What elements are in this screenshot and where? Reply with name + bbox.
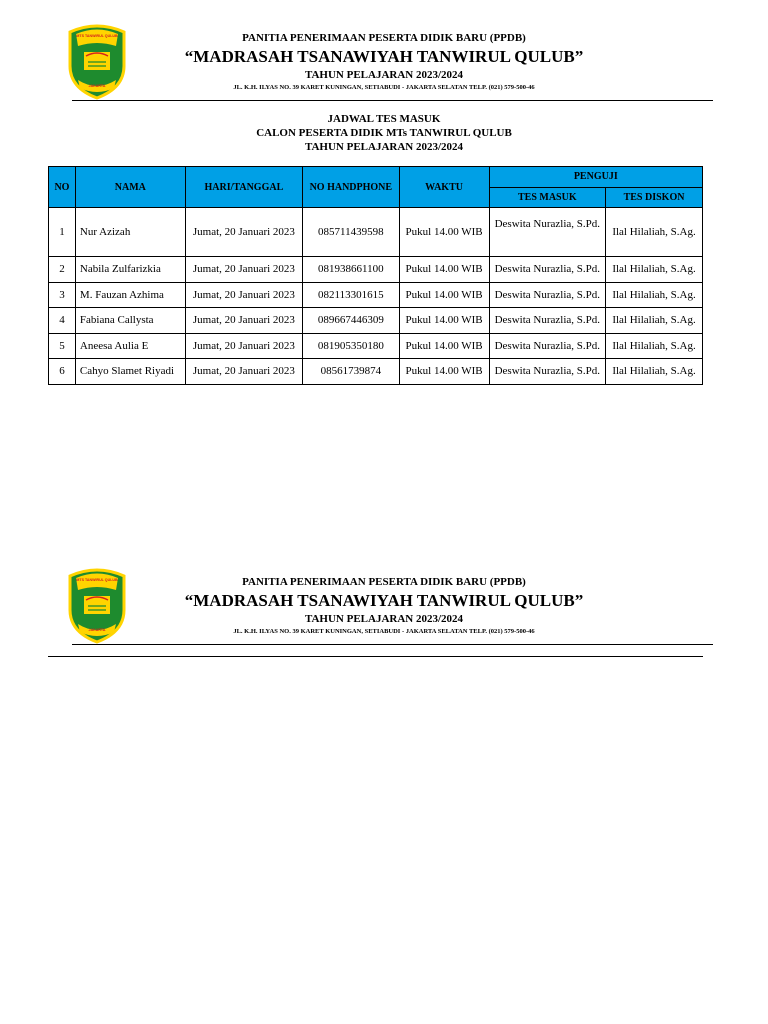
cell-tanggal: Jumat, 20 Januari 2023 (185, 359, 302, 385)
cell-no: 3 (49, 282, 76, 308)
cell-tes-diskon: Ilal Hilaliah, S.Ag. (606, 257, 703, 283)
cell-tanggal: Jumat, 20 Januari 2023 (185, 282, 302, 308)
cell-waktu: Pukul 14.00 WIB (399, 257, 489, 283)
cell-tes-diskon: Ilal Hilaliah, S.Ag. (606, 308, 703, 334)
cell-tanggal: Jumat, 20 Januari 2023 (185, 308, 302, 334)
cell-hp: 08561739874 (303, 359, 400, 385)
school-name: “MADRASAH TSANAWIYAH TANWIRUL QULUB” (184, 591, 584, 610)
table-row (49, 359, 703, 385)
logo-text-bottom: JAKARTA (88, 84, 106, 88)
schedule-table (48, 166, 703, 385)
school-name: “MADRASAH TSANAWIYAH TANWIRUL QULUB” (184, 47, 584, 66)
cell-no: 5 (49, 333, 76, 359)
school-address: JL. K.H. ILYAS NO. 39 KARET KUNINGAN, SETIABUDI - JAKARTA SELATAN TELP. (021) 579-500-46 (233, 84, 535, 91)
cell-nama: Nur Azizah (75, 208, 185, 257)
cell-waktu: Pukul 14.00 WIB (399, 359, 489, 385)
cell-nama: Nabila Zulfarizkia (75, 257, 185, 283)
section-divider (48, 656, 703, 657)
table-row (49, 257, 703, 283)
col-header-no: NO (49, 167, 76, 208)
cell-tes-masuk: Deswita Nurazlia, S.Pd. (489, 257, 605, 283)
cell-waktu: Pukul 14.00 WIB (399, 333, 489, 359)
cell-nama: Cahyo Slamet Riyadi (75, 359, 185, 385)
academic-year: TAHUN PELAJARAN 2023/2024 (304, 69, 464, 81)
cell-nama: Fabiana Callysta (75, 308, 185, 334)
school-address: JL. K.H. ILYAS NO. 39 KARET KUNINGAN, SETIABUDI - JAKARTA SELATAN TELP. (021) 579-500-46 (233, 628, 535, 635)
table-row (49, 333, 703, 359)
cell-waktu: Pukul 14.00 WIB (399, 282, 489, 308)
cell-hp: 082113301615 (303, 282, 400, 308)
cell-no: 1 (49, 208, 76, 257)
cell-tes-diskon: Ilal Hilaliah, S.Ag. (606, 359, 703, 385)
cell-no: 2 (49, 257, 76, 283)
cell-tes-masuk: Deswita Nurazlia, S.Pd. (489, 282, 605, 308)
cell-nama: M. Fauzan Azhima (75, 282, 185, 308)
col-header-tanggal: HARI/TANGGAL (185, 167, 302, 208)
col-header-penguji: PENGUJI (489, 167, 702, 188)
cell-hp: 081938661100 (303, 257, 400, 283)
cell-tanggal: Jumat, 20 Januari 2023 (185, 257, 302, 283)
cell-no: 4 (49, 308, 76, 334)
logo-text-top: MTS TANWIRUL QULUB (76, 578, 118, 582)
col-header-tes-diskon: TES DISKON (606, 187, 703, 208)
table-row (49, 208, 703, 257)
cell-waktu: Pukul 14.00 WIB (399, 208, 489, 257)
cell-waktu: Pukul 14.00 WIB (399, 308, 489, 334)
cell-tanggal: Jumat, 20 Januari 2023 (185, 333, 302, 359)
cell-tes-diskon: Ilal Hilaliah, S.Ag. (606, 208, 703, 257)
header-divider (72, 100, 713, 101)
title-line-1: JADWAL TES MASUK (327, 113, 441, 125)
cell-tes-masuk: Deswita Nurazlia, S.Pd. (489, 359, 605, 385)
cell-tes-masuk: Deswita Nurazlia, S.Pd. (489, 208, 605, 257)
logo-text-bottom: JAKARTA (88, 628, 106, 632)
table-row (49, 282, 703, 308)
logo-text-top: MTS TANWIRUL QULUB (76, 34, 118, 38)
cell-tanggal: Jumat, 20 Januari 2023 (185, 208, 302, 257)
academic-year: TAHUN PELAJARAN 2023/2024 (304, 613, 464, 625)
committee-name: PANITIA PENERIMAAN PESERTA DIDIK BARU (PPDB) (242, 32, 526, 44)
committee-name: PANITIA PENERIMAAN PESERTA DIDIK BARU (PPDB) (242, 576, 526, 588)
cell-nama: Aneesa Aulia E (75, 333, 185, 359)
cell-hp: 081905350180 (303, 333, 400, 359)
document-title (0, 112, 768, 154)
cell-hp: 085711439598 (303, 208, 400, 257)
table-row (49, 308, 703, 334)
cell-hp: 089667446309 (303, 308, 400, 334)
col-header-tes-masuk: TES MASUK (489, 187, 605, 208)
col-header-waktu: WAKTU (399, 167, 489, 208)
cell-no: 6 (49, 359, 76, 385)
cell-tes-masuk: Deswita Nurazlia, S.Pd. (489, 308, 605, 334)
col-header-nama: NAMA (75, 167, 185, 208)
title-line-3: TAHUN PELAJARAN 2023/2024 (304, 141, 464, 153)
header-divider (72, 644, 713, 645)
cell-tes-diskon: Ilal Hilaliah, S.Ag. (606, 282, 703, 308)
col-header-hp: NO HANDPHONE (303, 167, 400, 208)
cell-tes-masuk: Deswita Nurazlia, S.Pd. (489, 333, 605, 359)
cell-tes-diskon: Ilal Hilaliah, S.Ag. (606, 333, 703, 359)
title-line-2: CALON PESERTA DIDIK MTs TANWIRUL QULUB (256, 127, 512, 139)
